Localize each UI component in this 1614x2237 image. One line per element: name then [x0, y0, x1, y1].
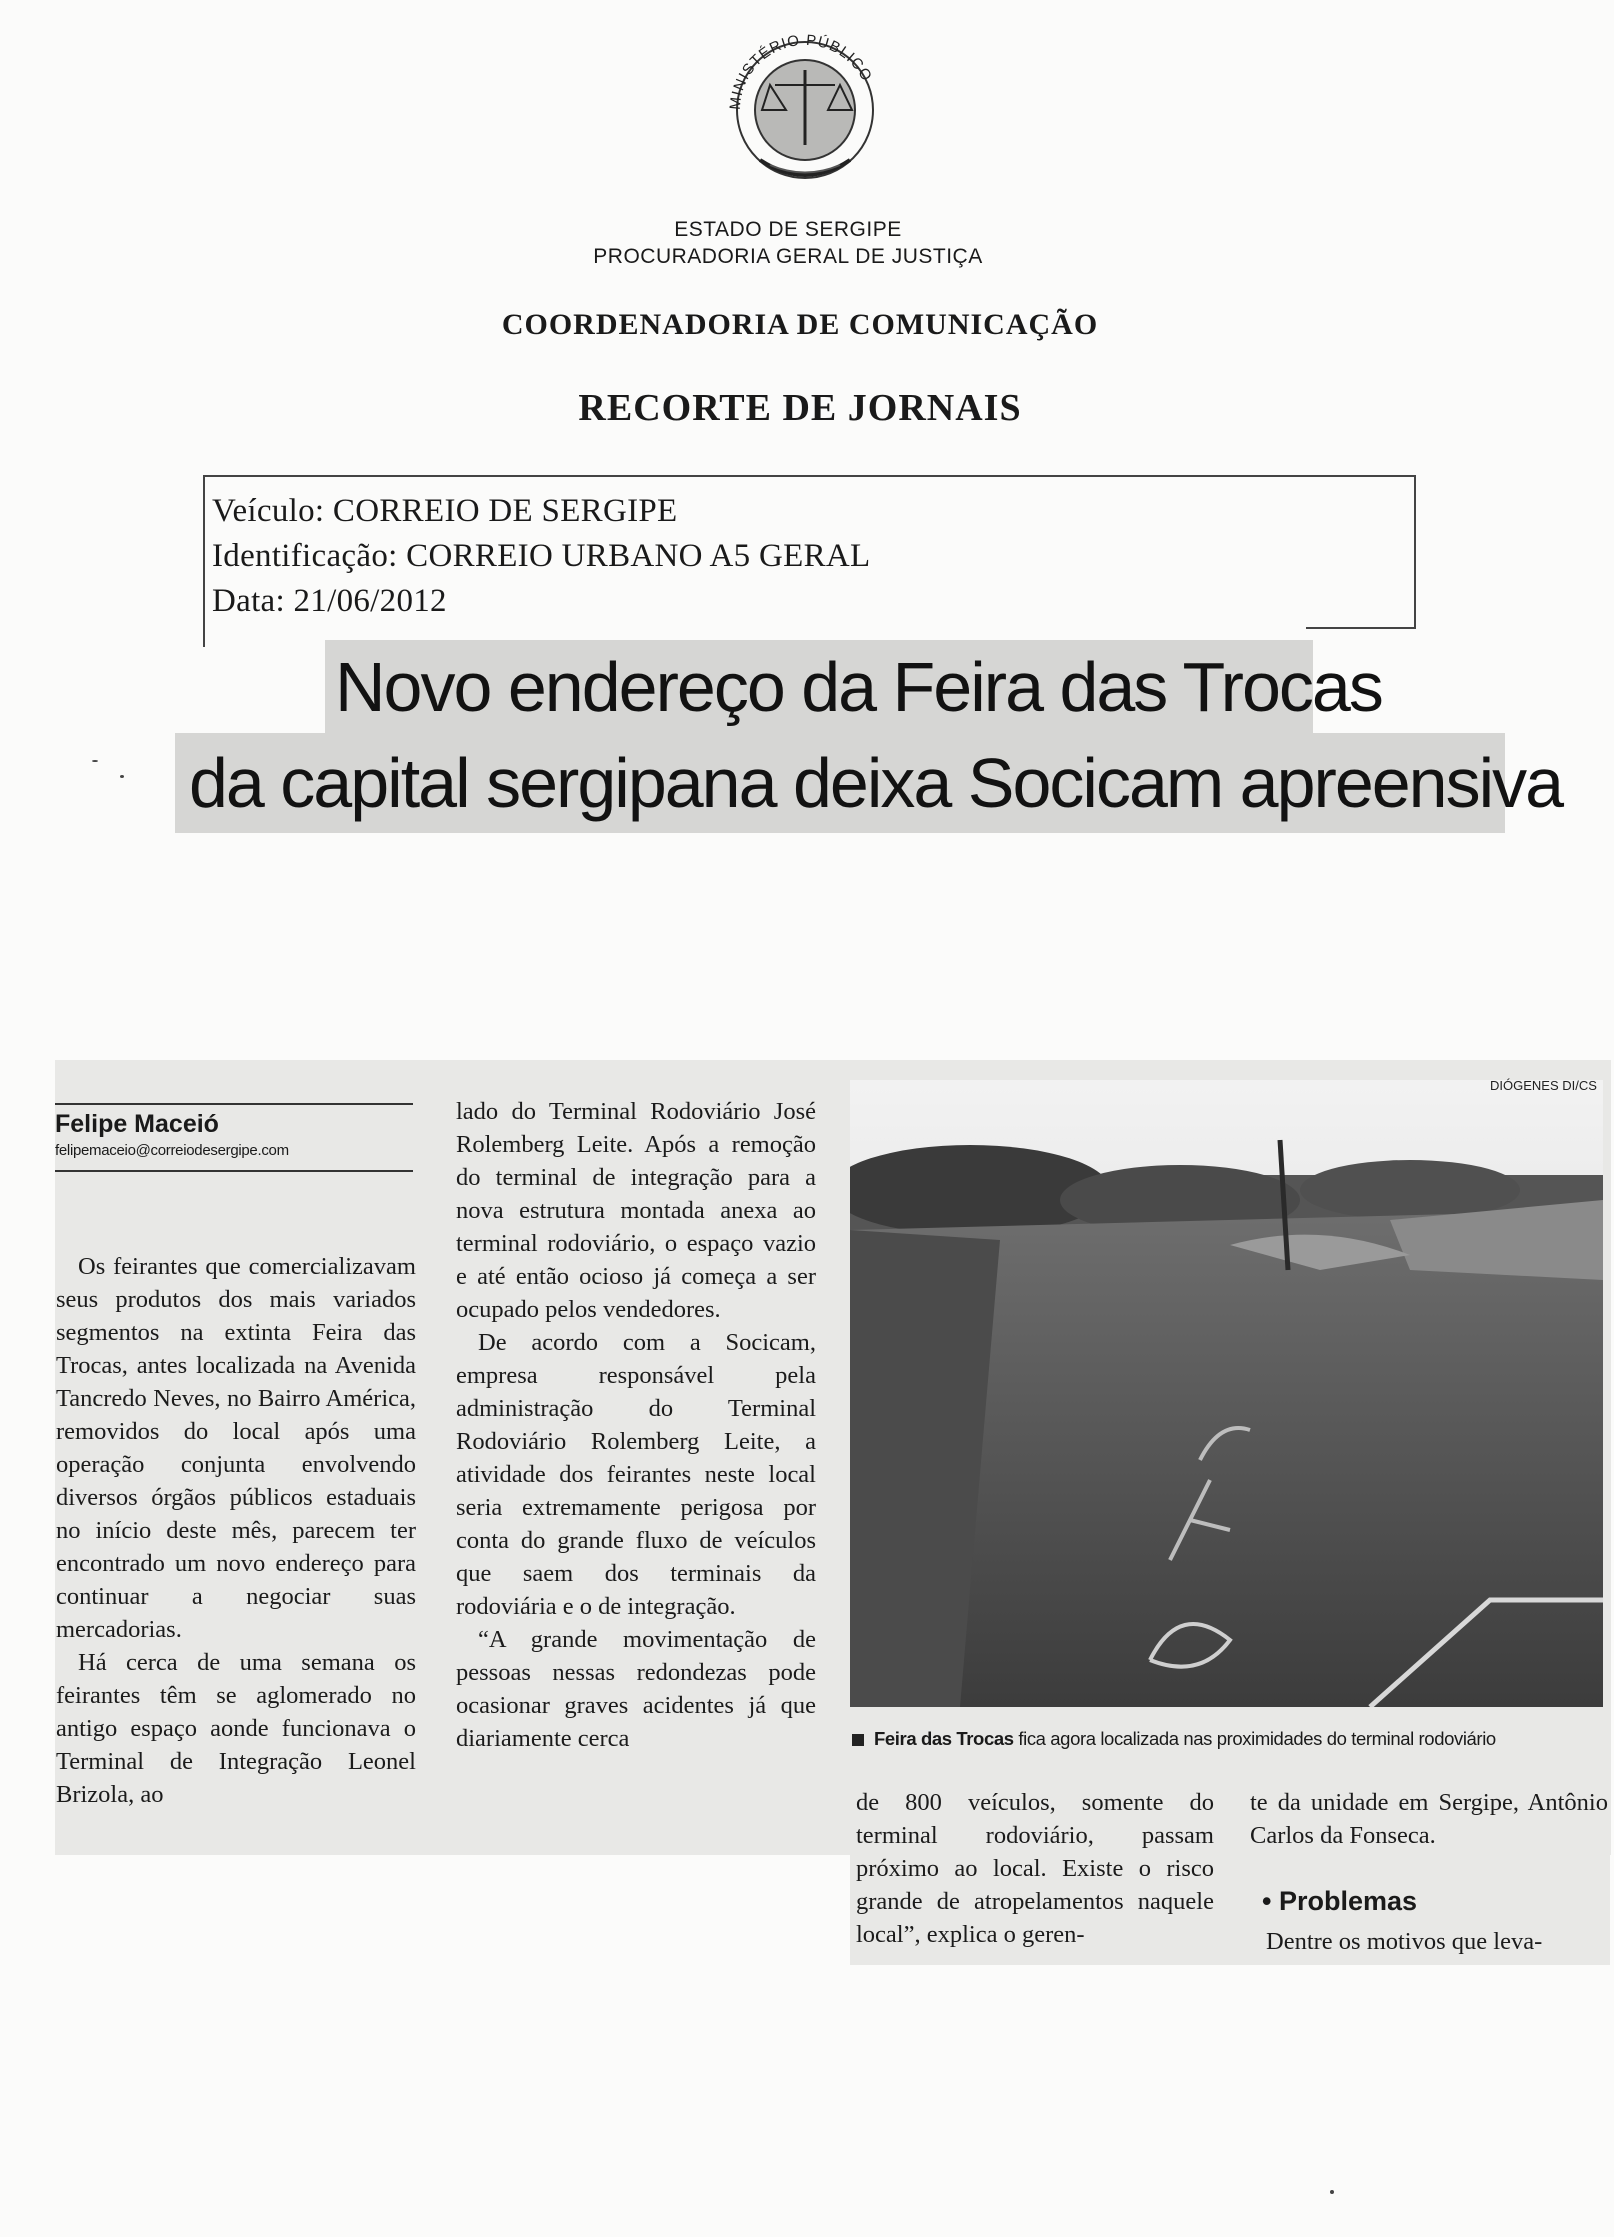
agency-name: PROCURADORIA GERAL DE JUSTIÇA [593, 245, 983, 268]
info-box-rule-left [203, 627, 205, 647]
scan-speck [92, 760, 98, 762]
article-column-2 [456, 1095, 816, 1755]
scan-speck [1330, 2190, 1334, 2194]
caption-text: fica agora localizada nas proximidades do terminal rodoviário [1013, 1728, 1496, 1749]
subhead-problemas: • Problemas [1262, 1886, 1418, 1916]
paragraph: Há cerca de uma semana os feirantes têm se aglomerado no antigo espaço aonde funcionava o Terminal de Integração Leonel Brizola, ao [56, 1649, 416, 1808]
date-line: Data: 21/06/2012 [212, 583, 447, 619]
department-title: COORDENADORIA DE COMUNICAÇÃO [501, 308, 1099, 341]
headline-line-2: da capital sergipana deixa Socicam apreensiva [175, 733, 1505, 833]
article-photo [850, 1080, 1603, 1707]
paragraph: Os feirantes que comercializavam seus produtos dos mais variados segmentos na extinta Feira das Trocas, antes localizada na Avenida Tancredo Neves, no Bairro América, removidos do local após uma operação conjunta envolvendo diversos órgãos públicos estaduais no início deste mês, parecem ter encontrado um novo endereço para continuar a negociar suas mercadorias. [56, 1253, 416, 1643]
byline-rule-top [55, 1103, 413, 1105]
author-name: Felipe Maceió [55, 1110, 219, 1138]
article-column-3: de 800 veículos, somente do terminal rodoviário, passam próximo ao local. Existe o risco grande de atropelamentos naquele local”, explica o geren- [856, 1789, 1214, 1948]
scan-speck [120, 775, 124, 778]
author-email: felipemaceio@correiodesergipe.com [55, 1142, 289, 1159]
byline-rule-bottom [55, 1170, 413, 1172]
paragraph: lado do Terminal Rodoviário José Rolemberg Leite. Após a remoção do terminal de integração para a nova estrutura montada anexa ao terminal rodoviário, o espaço vazio e até então ocioso já começa a ser ocupado pelos vendedores. [456, 1098, 816, 1323]
info-box-rule [1306, 627, 1416, 629]
article-column-1 [56, 1250, 416, 1811]
photo-caption [852, 1728, 1612, 1750]
seal-text: MINISTÉRIO PÚBLICO [726, 31, 876, 111]
caption-bullet-icon [852, 1734, 864, 1746]
headline-line-1: Novo endereço da Feira das Trocas [325, 640, 1313, 735]
ministerio-publico-seal [700, 15, 910, 195]
paragraph: De acordo com a Socicam, empresa responsável pela administração do Terminal Rodoviário Rolemberg Leite, a atividade dos feirantes neste local seria extremamente perigosa por conta do grande fluxo de veículos que saem dos terminais da rodoviária e o de integração. [456, 1329, 816, 1620]
identification-line: Identificação: CORREIO URBANO A5 GERAL [212, 538, 871, 574]
photo-credit: DIÓGENES DI/CS [1490, 1078, 1597, 1093]
document-title: RECORTE DE JORNAIS [578, 387, 1022, 429]
article-column-4: te da unidade em Sergipe, Antônio Carlos da Fonseca. [1250, 1789, 1608, 1849]
state-name: ESTADO DE SERGIPE [674, 218, 902, 241]
caption-bold: Feira das Trocas [874, 1728, 1014, 1749]
article-column-4-continued: Dentre os motivos que leva- [1266, 1928, 1543, 1955]
paragraph: “A grande movimentação de pessoas nessas redondezas pode ocasionar graves acidentes já que diariamente cerca [456, 1626, 816, 1752]
vehicle-line: Veículo: CORREIO DE SERGIPE [212, 493, 678, 529]
